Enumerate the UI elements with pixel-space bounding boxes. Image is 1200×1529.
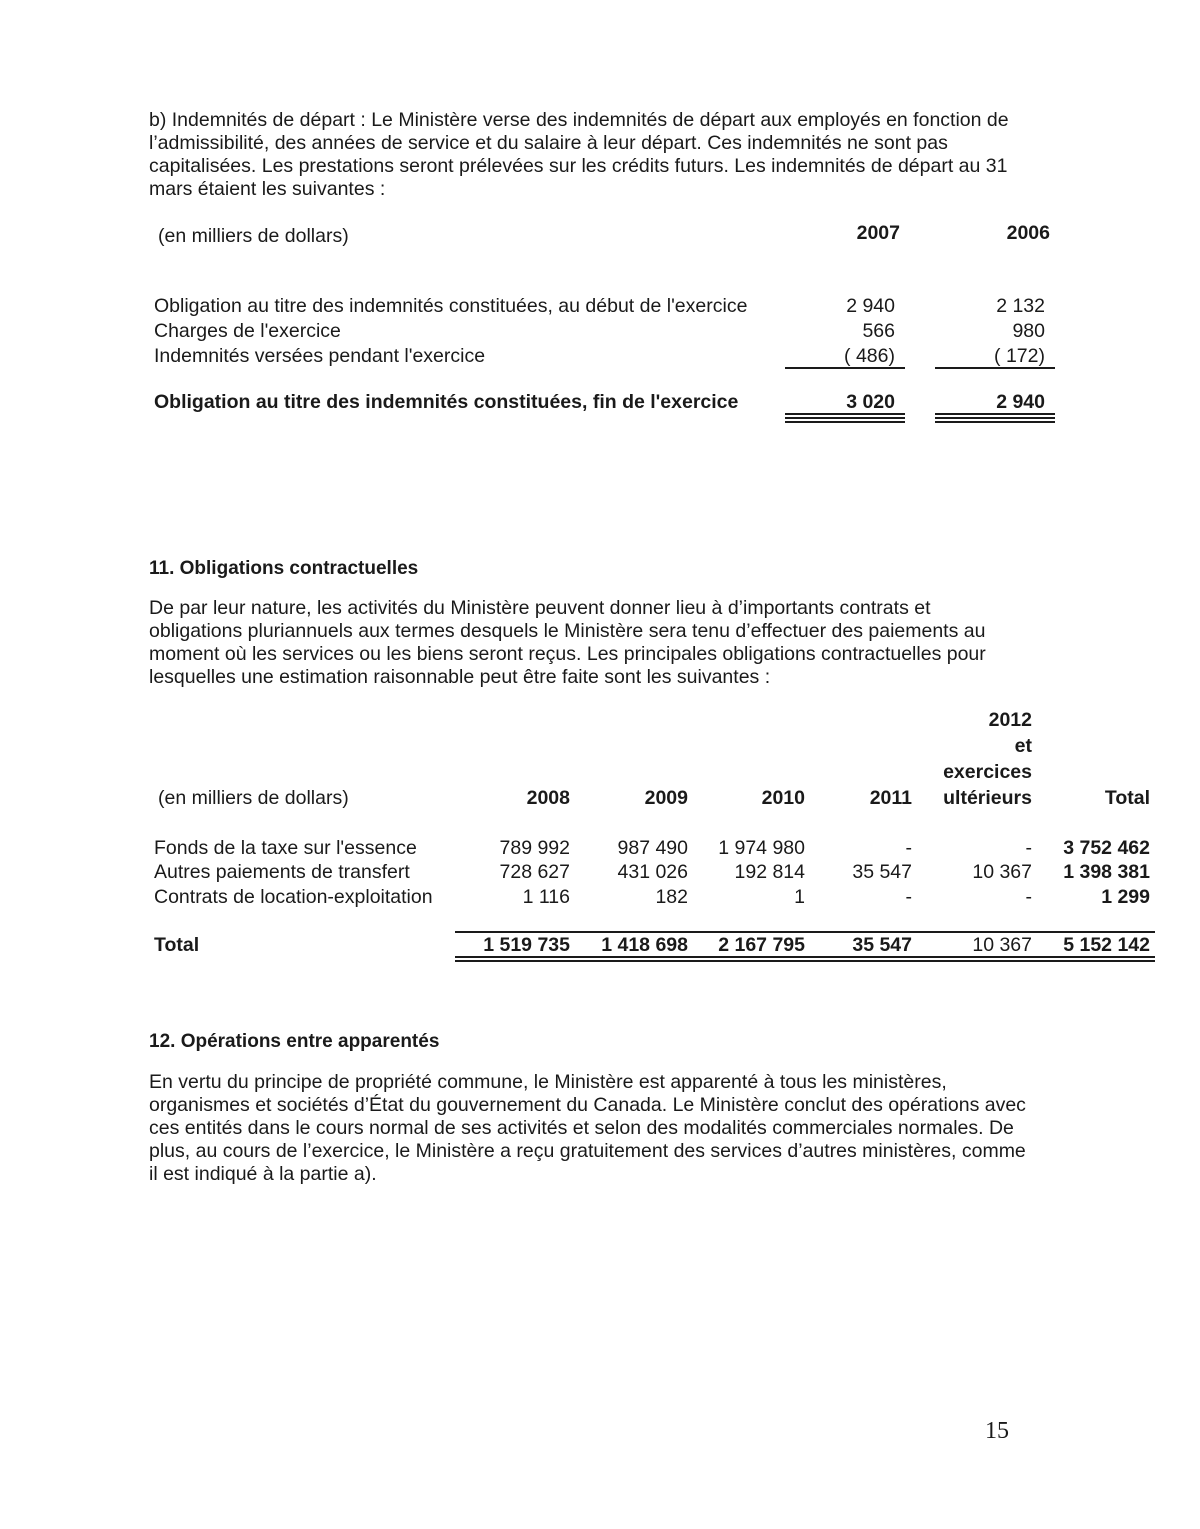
cell-value: 1 116 (522, 886, 570, 908)
cell-value: - (1025, 886, 1032, 908)
row-total: 1 299 (1101, 886, 1150, 908)
total-value: 35 547 (852, 934, 912, 956)
cell-value: 980 (1012, 320, 1045, 342)
cell-value: 10 367 (972, 861, 1032, 883)
row-label: Indemnités versées pendant l'exercice (154, 345, 486, 367)
row-total: 1 398 381 (1063, 861, 1150, 883)
total-value: 10 367 (972, 934, 1032, 956)
total-label: Total (154, 934, 200, 956)
column-header-2012-line4: ultérieurs (943, 787, 1032, 809)
column-header-2007: 2007 (856, 222, 900, 244)
column-header-2008: 2008 (526, 787, 570, 809)
page-number: 15 (985, 1418, 1009, 1444)
section-11-paragraph: De par leur nature, les activités du Ministère peuvent donner lieu à d’importants contrats et obligations pluriannuels aux termes desquels le Ministère sera tenu d’effectuer des paiements au moment où les services ou les biens seront reçus. Les principales obligations contractuelles pour lesquelles une estimation raisonnable peut être faite sont les suivantes : (149, 597, 986, 688)
cell-value: 192 814 (734, 861, 805, 883)
section-12-heading: 12. Opérations entre apparentés (149, 1031, 440, 1052)
total-value: 2 167 795 (718, 934, 805, 956)
cell-value: 1 (794, 886, 805, 908)
cell-value: - (1025, 837, 1032, 859)
cell-value: 1 974 980 (718, 837, 805, 859)
row-label: Obligation au titre des indemnités constituées, au début de l'exercice (154, 295, 748, 317)
cell-value: 182 (655, 886, 688, 908)
total-value: 2 940 (996, 391, 1045, 413)
row-label: Autres paiements de transfert (154, 861, 410, 883)
column-header-2012-line3: exercices (943, 761, 1032, 783)
total-top-rule (455, 931, 1155, 933)
cell-value: 2 940 (846, 295, 895, 317)
total-rule (785, 413, 905, 415)
column-header-2012-line1: 2012 (988, 709, 1032, 731)
section-11-heading: 11. Obligations contractuelles (149, 558, 419, 579)
cell-value: ( 172) (994, 345, 1045, 367)
subtotal-rule (935, 367, 1055, 369)
cell-value: 2 132 (996, 295, 1045, 317)
row-label: Contrats de location-exploitation (154, 886, 433, 908)
row-label: Fonds de la taxe sur l'essence (154, 837, 417, 859)
total-value: 1 418 698 (601, 934, 688, 956)
double-rule (935, 417, 1055, 423)
cell-value: 431 026 (617, 861, 688, 883)
column-header-2011: 2011 (869, 787, 912, 809)
grand-total-value: 5 152 142 (1063, 934, 1150, 956)
subtotal-rule (785, 367, 905, 369)
column-header-total: Total (1104, 787, 1150, 809)
severance-paragraph: b) Indemnités de départ : Le Ministère verse des indemnités de départ aux employés en fonction de l’admissibilité, des années de service et du salaire à leur départ. Ces indemnités ne sont pas capitalisées. Les prestations seront prélevées sur les crédits futurs. Les indemnités de départ au 31 mars étaient les suivantes : (149, 109, 1009, 200)
column-header-2012-line2: et (1014, 735, 1032, 757)
cell-value: ( 486) (844, 345, 895, 367)
total-value: 1 519 735 (483, 934, 570, 956)
double-rule (785, 417, 905, 423)
total-label: Obligation au titre des indemnités constituées, fin de l'exercice (154, 391, 739, 413)
double-rule (455, 956, 1155, 962)
cell-value: 35 547 (852, 861, 912, 883)
row-total: 3 752 462 (1063, 837, 1150, 859)
cell-value: 566 (862, 320, 895, 342)
total-value: 3 020 (846, 391, 895, 413)
cell-value: - (905, 837, 912, 859)
row-label: Charges de l'exercice (154, 320, 341, 342)
table-unit-label: (en milliers de dollars) (158, 225, 349, 247)
section-12-paragraph: En vertu du principe de propriété commune, le Ministère est apparenté à tous les ministères, organismes et sociétés d’État du gouvernement du Canada. Le Ministère conclut des opérations avec ces entités dans le cours normal de ses activités et selon des modalités commerciales normales. De plus, au cours de l’exercice, le Ministère a reçu gratuitement des services d’autres ministères, comme il est indiqué à la partie a). (149, 1071, 1026, 1185)
table-unit-label: (en milliers de dollars) (158, 787, 349, 809)
total-rule (935, 413, 1055, 415)
column-header-2009: 2009 (644, 787, 688, 809)
column-header-2010: 2010 (761, 787, 805, 809)
cell-value: - (905, 886, 912, 908)
column-header-2006: 2006 (1006, 222, 1050, 244)
cell-value: 987 490 (617, 837, 688, 859)
cell-value: 728 627 (499, 861, 570, 883)
cell-value: 789 992 (499, 837, 570, 859)
